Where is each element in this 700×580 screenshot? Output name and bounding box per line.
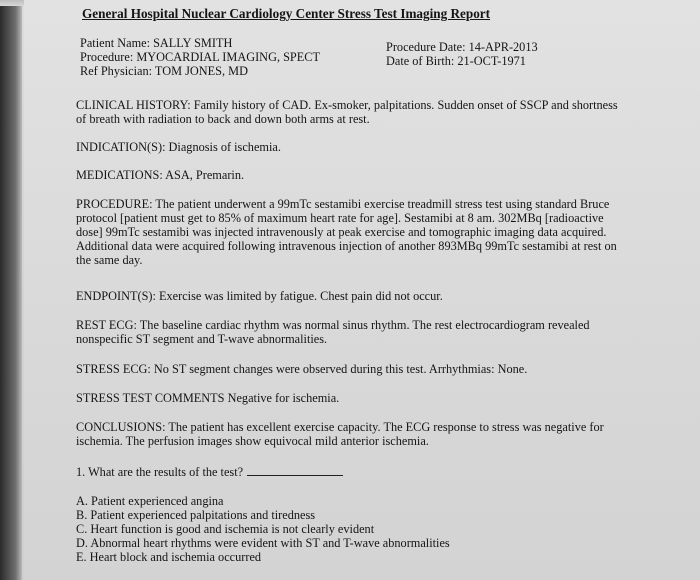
procedure-line: Additional data were acquired following intravenous injection of another 893MBq 99mTc sestamibi at rest on [76, 239, 617, 253]
procedure-line: protocol [patient must get to 85% of maximum heart rate for age]. Sestamibi at 8 am. 302MBq [radioactive [76, 211, 604, 225]
procedure-line: dose] 99mTc sestamibi was injected intravenously at peak exercise and tomographic imaging data acquired. [76, 225, 607, 239]
indications: INDICATION(S): Diagnosis of ischemia. [76, 140, 281, 154]
rest-ecg-line: nonspecific ST segment and T-wave abnormalities. [76, 332, 328, 346]
question [76, 465, 676, 479]
procedure-line: PROCEDURE: The patient underwent a 99mTc sestamibi exercise treadmill stress test using standard Bruce [76, 197, 610, 211]
question-text: 1. What are the results of the test? [76, 465, 244, 479]
stress-ecg: STRESS ECG: No ST segment changes were observed during this test. Arrhythmias: None. [76, 362, 528, 376]
report-page [24, 0, 700, 580]
rest-ecg [76, 318, 676, 346]
page-edge-shadow [0, 0, 22, 580]
option-d: D. Abnormal heart rhythms were evident with ST and T-wave abnormalities [76, 536, 450, 550]
conclusions-line: ischemia. The perfusion images show equivocal mild anterior ischemia. [76, 434, 429, 448]
procedure-line: the same day. [76, 253, 143, 267]
procedure-date: Procedure Date: 14-APR-2013 [386, 40, 538, 54]
procedure-name: Procedure: MYOCARDIAL IMAGING, SPECT [80, 50, 320, 64]
ref-physician: Ref Physician: TOM JONES, MD [80, 64, 248, 78]
option-a: A. Patient experienced angina [76, 494, 224, 508]
medications: MEDICATIONS: ASA, Premarin. [76, 168, 245, 182]
option-c: C. Heart function is good and ischemia is not clearly evident [76, 522, 375, 536]
clinical-history [76, 98, 676, 126]
clinical-history-line: CLINICAL HISTORY: Family history of CAD. Ex-smoker, palpitations. Sudden onset of SSCP and shortness [76, 98, 618, 112]
procedure-section [76, 197, 676, 267]
date-of-birth: Date of Birth: 21-OCT-1971 [386, 54, 526, 68]
patient-name: Patient Name: SALLY SMITH [80, 36, 233, 50]
endpoints: ENDPOINT(S): Exercise was limited by fatigue. Chest pain did not occur. [76, 289, 443, 303]
option-e: E. Heart block and ischemia occurred [76, 550, 262, 564]
conclusions-line: CONCLUSIONS: The patient has excellent exercise capacity. The ECG response to stress was negative for [76, 420, 604, 434]
rest-ecg-line: REST ECG: The baseline cardiac rhythm was normal sinus rhythm. The rest electrocardiogram revealed [76, 318, 590, 332]
clinical-history-line: of breath with radiation to back and down both arms at rest. [76, 112, 370, 126]
answer-blank [247, 465, 343, 476]
option-b: B. Patient experienced palpitations and tiredness [76, 508, 316, 522]
conclusions [76, 420, 676, 448]
stress-test-comments: STRESS TEST COMMENTS Negative for ischemia. [76, 391, 340, 405]
patient-info-block [80, 36, 320, 78]
report-title: General Hospital Nuclear Cardiology Center Stress Test Imaging Report [82, 6, 491, 21]
answer-options [76, 494, 676, 564]
dates-block [386, 40, 538, 68]
